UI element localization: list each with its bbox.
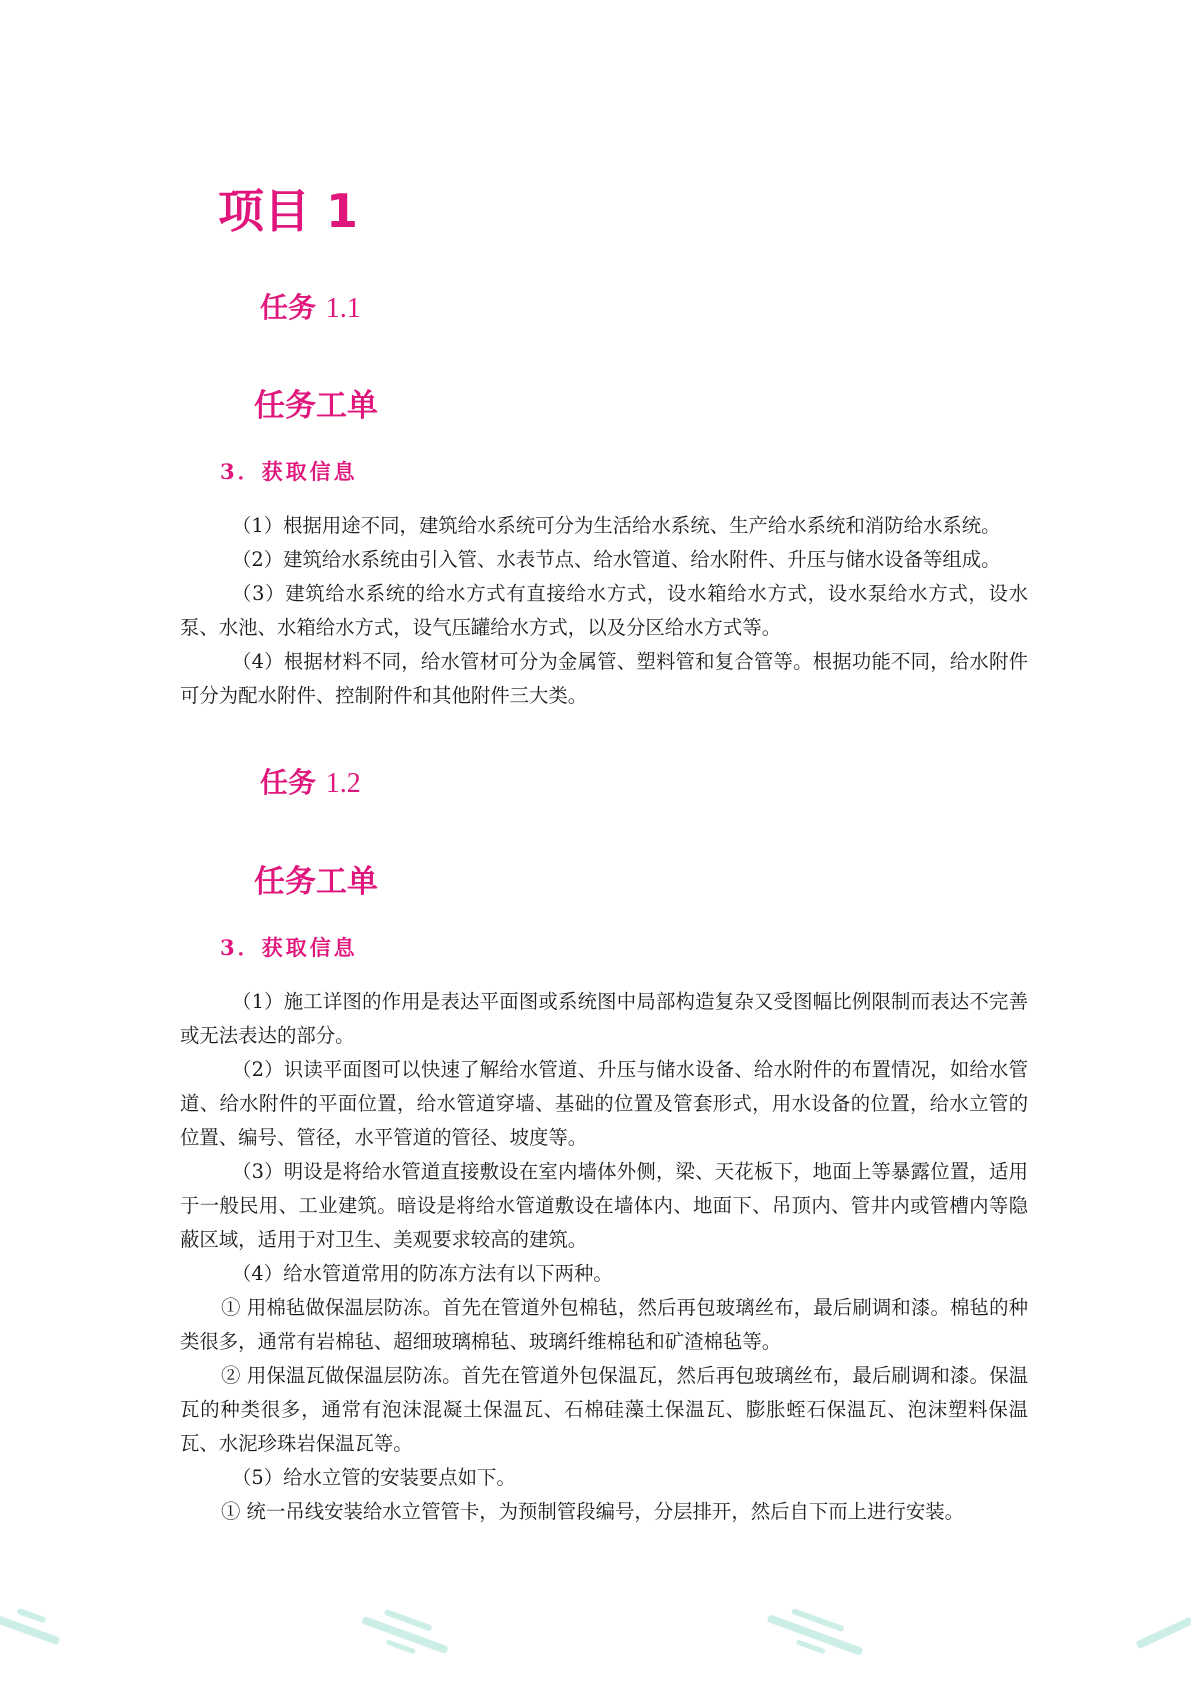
watermark-logo [350, 1605, 460, 1665]
section-heading-1-1: 3．获取信息 [220, 459, 358, 484]
task-keyword: 任务 [260, 766, 317, 799]
watermark-logo [0, 1605, 70, 1665]
paragraph: （3）建筑给水系统的给水方式有直接给水方式，设水箱给水方式，设水泵给水方式，设水泵、水池、水箱给水方式，设气压罐给水方式，以及分区给水方式等。 [180, 582, 1028, 639]
project-title: 项目 1 [218, 184, 359, 238]
watermark-logo [1130, 1605, 1191, 1665]
task-heading-1-2 [260, 765, 361, 802]
paragraph: （4）给水管道常用的防冻方法有以下两种。 [232, 1262, 613, 1285]
task-number: 1.1 [325, 293, 361, 324]
paragraph: （5）给水立管的安装要点如下。 [232, 1466, 516, 1489]
paragraph: （1）施工详图的作用是表达平面图或系统图中局部构造复杂又受图幅比例限制而表达不完善或无法表达的部分。 [180, 990, 1028, 1047]
worksheet-title-1-1: 任务工单 [254, 388, 378, 424]
watermark-logo [755, 1605, 875, 1665]
task-number: 1.2 [325, 768, 361, 799]
paragraph: ① 用棉毡做保温层防冻。首先在管道外包棉毡，然后再包玻璃丝布，最后刷调和漆。棉毡的种类很多，通常有岩棉毡、超细玻璃棉毡、玻璃纤维棉毡和矿渣棉毡等。 [180, 1296, 1028, 1353]
paragraph: ② 用保温瓦做保温层防冻。首先在管道外包保温瓦，然后再包玻璃丝布，最后刷调和漆。保温瓦的种类很多，通常有泡沫混凝土保温瓦、石棉硅藻土保温瓦、膨胀蛭石保温瓦、泡沫塑料保温瓦、水泥珍珠岩保温瓦等。 [180, 1364, 1028, 1455]
paragraph: （4）根据材料不同，给水管材可分为金属管、塑料管和复合管等。根据功能不同，给水附件可分为配水附件、控制附件和其他附件三大类。 [180, 650, 1028, 707]
paragraph: （2）识读平面图可以快速了解给水管道、升压与储水设备、给水附件的布置情况，如给水管道、给水附件的平面位置，给水管道穿墙、基础的位置及管套形式，用水设备的位置，给水立管的位置、编号、管径，水平管道的管径、坡度等。 [180, 1058, 1028, 1149]
section-heading-1-2: 3．获取信息 [220, 935, 358, 960]
paragraph: ① 统一吊线安装给水立管管卡，为预制管段编号，分层排开，然后自下而上进行安装。 [221, 1500, 965, 1523]
worksheet-title-1-2: 任务工单 [254, 864, 378, 900]
task-keyword: 任务 [260, 291, 317, 324]
paragraph: （1）根据用途不同，建筑给水系统可分为生活给水系统、生产给水系统和消防给水系统。 [232, 514, 1001, 537]
paragraph: （2）建筑给水系统由引入管、水表节点、给水管道、给水附件、升压与储水设备等组成。 [232, 548, 1001, 571]
paragraph: （3）明设是将给水管道直接敷设在室内墙体外侧，梁、天花板下，地面上等暴露位置，适用于一般民用、工业建筑。暗设是将给水管道敷设在墙体内、地面下、吊顶内、管井内或管槽内等隐蔽区域，适用于对卫生、美观要求较高的建筑。 [180, 1160, 1028, 1251]
task-heading-1-1 [260, 290, 361, 327]
